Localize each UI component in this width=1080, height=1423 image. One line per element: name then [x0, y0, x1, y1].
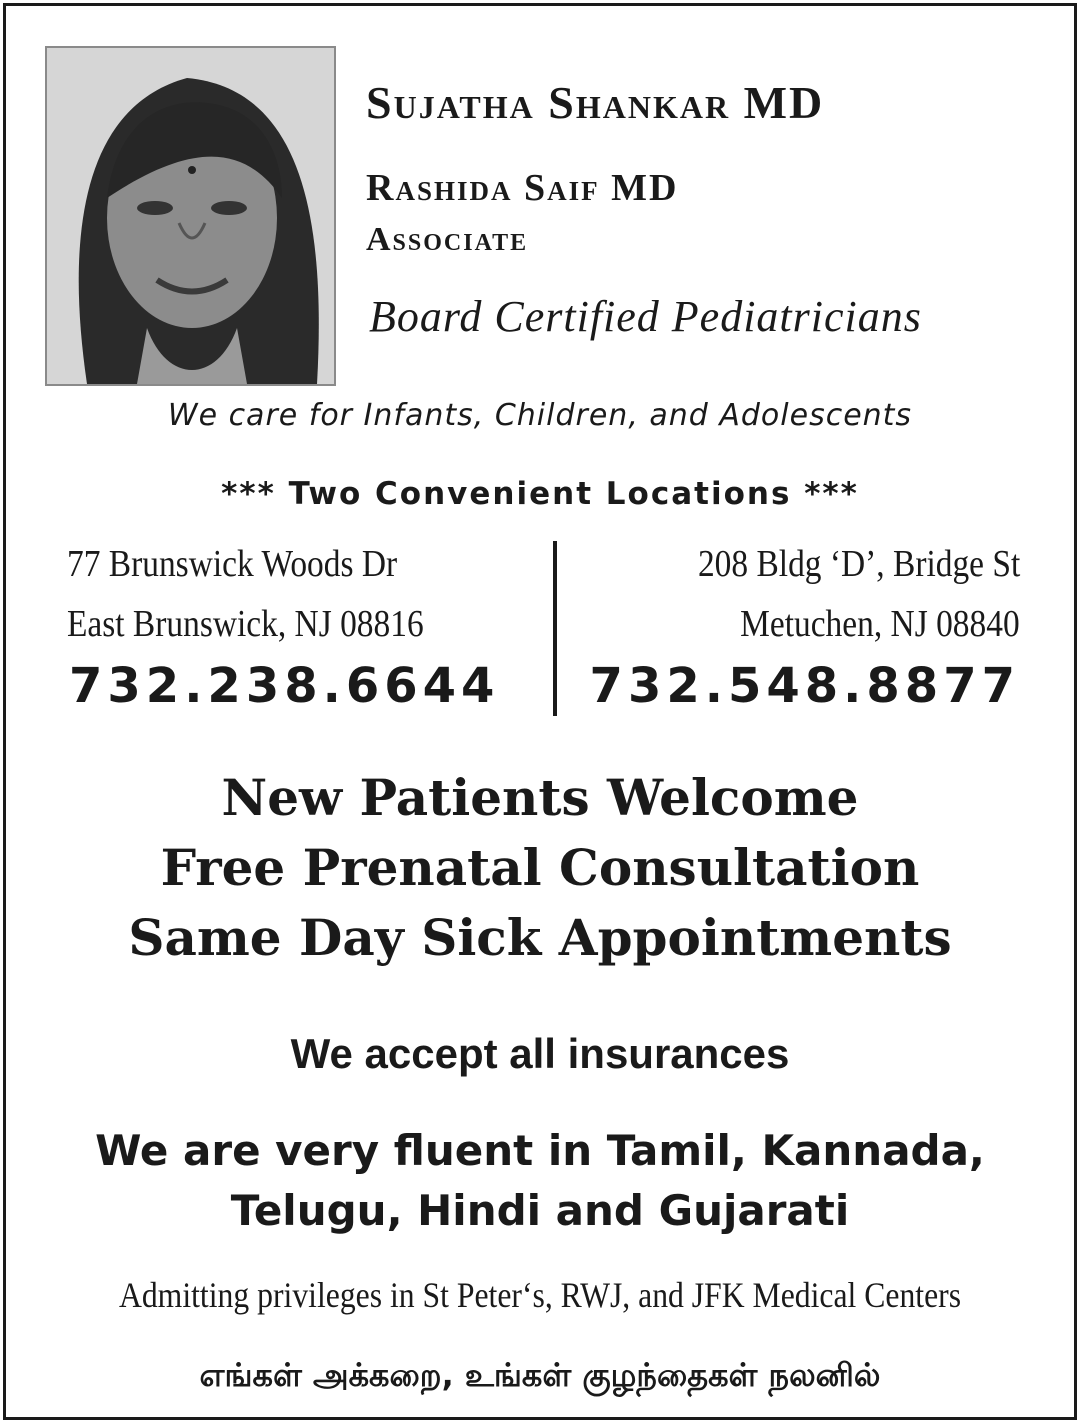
location-1-city: East Brunswick, NJ 08816 — [67, 603, 424, 645]
doctor-primary-name: Sujatha Shankar MD — [366, 77, 825, 128]
location-2-phone: 732.548.8877 — [589, 658, 1020, 714]
tagline: We care for Infants, Children, and Adolescents — [167, 398, 913, 433]
admitting-privileges: Admitting privileges in St Peter‘s, RWJ, and JFK Medical Centers — [118, 1275, 962, 1315]
location-2-street: 208 Bldg ‘D’, Bridge St — [697, 543, 1020, 585]
doctor-secondary-name: Rashida Saif MD — [366, 167, 679, 209]
specialty-title: Board Certified Pediatricians — [369, 292, 922, 341]
highlight-new-patients: New Patients Welcome — [221, 768, 859, 827]
tamil-slogan: எங்கள் அக்கறை, உங்கள் குழந்தைகள் நலனில் — [199, 1356, 881, 1394]
doctor-photo — [45, 46, 336, 386]
location-divider — [553, 541, 557, 716]
pediatrician-ad — [3, 3, 1077, 1420]
languages-line-2: Telugu, Hindi and Gujarati — [230, 1186, 850, 1235]
associate-label: Associate — [366, 221, 529, 258]
highlight-sick-appointments: Same Day Sick Appointments — [128, 908, 952, 967]
location-1-phone: 732.238.6644 — [69, 658, 500, 714]
location-2-city: Metuchen, NJ 08840 — [740, 603, 1020, 645]
locations-heading: *** Two Convenient Locations *** — [221, 476, 859, 512]
location-1-street: 77 Brunswick Woods Dr — [67, 543, 398, 585]
insurance-note: We accept all insurances — [290, 1030, 790, 1077]
highlight-prenatal: Free Prenatal Consultation — [160, 838, 920, 897]
languages-line-1: We are very fluent in Tamil, Kannada, — [95, 1126, 985, 1175]
